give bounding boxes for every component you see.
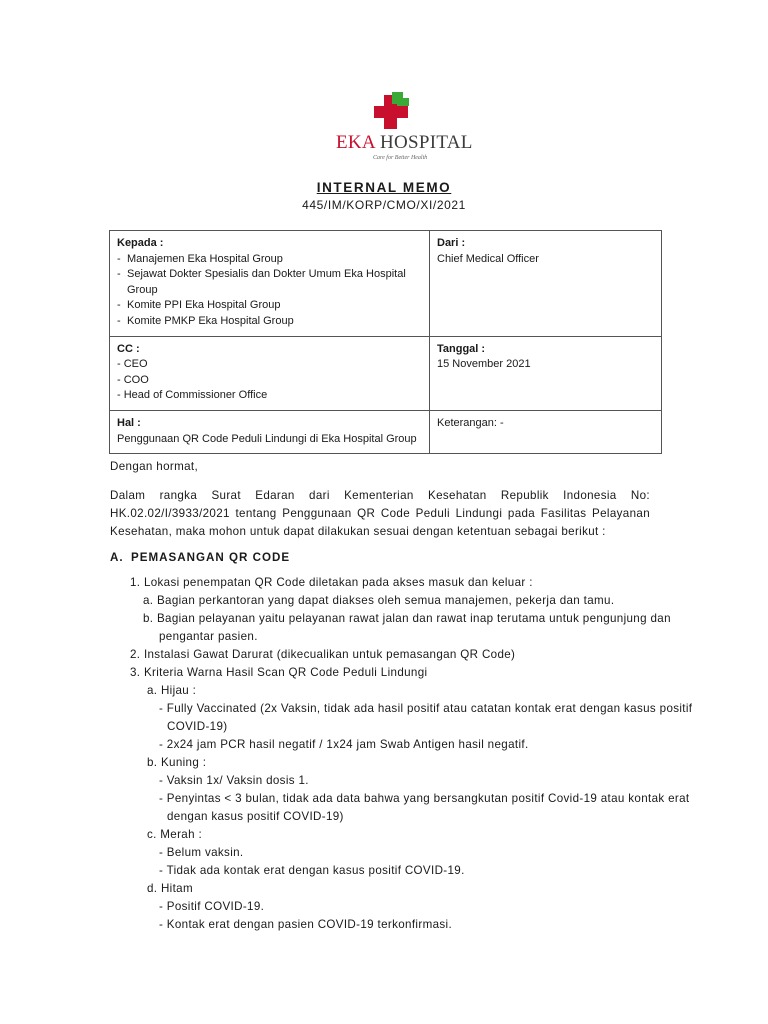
logo-tagline: Care for Better Health: [373, 155, 428, 161]
list-item: a. Bagian perkantoran yang dapat diakses oleh semua manajemen, pekerja dan tamu.: [143, 594, 615, 607]
memo-header-table: [109, 230, 662, 454]
eka-hospital-logo: [336, 92, 473, 172]
memo-number: 445/IM/KORP/CMO/XI/2021: [302, 198, 466, 212]
list-item: b. Kuning :: [147, 756, 207, 769]
cc-item: - CEO: [117, 358, 148, 371]
list-item: - Penyintas < 3 bulan, tidak ada data bahwa yang bersangkutan positif Covid-19 atau kontak erat: [159, 792, 690, 805]
list-item: - Belum vaksin.: [159, 846, 244, 859]
keterangan-cell: [430, 410, 662, 453]
list-item: - Positif COVID-19.: [159, 900, 265, 913]
hal-value: Penggunaan QR Code Peduli Lindungi di Eka Hospital Group: [117, 432, 417, 445]
list-item: 1. Lokasi penempatan QR Code diletakan pada akses masuk dan keluar :: [130, 576, 533, 589]
hal-cell: [110, 410, 430, 453]
list-item-continuation: COVID-19): [167, 720, 228, 733]
section-a-heading: [110, 549, 650, 567]
list-item-continuation: dengan kasus positif COVID-19): [167, 810, 344, 823]
tanggal-value: 15 November 2021: [437, 358, 531, 371]
medical-cross-icon: [372, 92, 412, 132]
kepada-item: - Komite PMKP Eka Hospital Group: [117, 314, 422, 330]
section-letter: A.: [110, 551, 124, 564]
kepada-list: [117, 252, 422, 330]
dari-cell: [430, 231, 662, 337]
tanggal-cell: [430, 336, 662, 410]
kepada-cell: [110, 231, 430, 337]
logo-wordmark: EKA HOSPITAL: [336, 132, 473, 153]
cc-item: - Head of Commissioner Office: [117, 389, 268, 402]
kepada-item: - Manajemen Eka Hospital Group: [117, 252, 422, 268]
list-item: - 2x24 jam PCR hasil negatif / 1x24 jam Swab Antigen hasil negatif.: [159, 738, 529, 751]
list-item: 3. Kriteria Warna Hasil Scan QR Code Peduli Lindungi: [130, 666, 428, 679]
cc-cell: [110, 336, 430, 410]
list-item: - Tidak ada kontak erat dengan kasus positif COVID-19.: [159, 864, 465, 877]
list-item: b. Bagian pelayanan yaitu pelayanan rawat jalan dan rawat inap terutama untuk pengunjung dan: [143, 612, 671, 625]
list-item: - Vaksin 1x/ Vaksin dosis 1.: [159, 774, 309, 787]
memo-title: INTERNAL MEMO: [316, 180, 452, 195]
dari-value: Chief Medical Officer: [437, 252, 539, 265]
greeting: Dengan hormat,: [110, 460, 199, 473]
list-item: - Fully Vaccinated (2x Vaksin, tidak ada hasil positif atau catatan kontak erat dengan kasus positif: [159, 702, 693, 715]
list-item: d. Hitam: [147, 882, 193, 895]
tanggal-label: Tanggal :: [437, 342, 486, 355]
cc-item: - COO: [117, 373, 149, 386]
kepada-label: Kepada :: [117, 237, 164, 249]
dari-label: Dari :: [437, 237, 466, 249]
list-item-continuation: pengantar pasien.: [159, 630, 258, 643]
hal-label: Hal :: [117, 416, 141, 429]
list-item: c. Merah :: [147, 828, 203, 841]
keterangan-value: Keterangan: -: [437, 416, 504, 429]
list-item: 2. Instalasi Gawat Darurat (dikecualikan untuk pemasangan QR Code): [130, 648, 516, 661]
list-item: a. Hijau :: [147, 684, 197, 697]
kepada-item: - Komite PPI Eka Hospital Group: [117, 298, 422, 314]
kepada-item: - Sejawat Dokter Spesialis dan Dokter Umum Eka Hospital Group: [117, 267, 422, 298]
cc-label: CC :: [117, 342, 140, 355]
section-title: PEMASANGAN QR CODE: [131, 551, 291, 564]
section-a-content: [110, 574, 693, 934]
list-item: - Kontak erat dengan pasien COVID-19 terkonfirmasi.: [159, 918, 453, 931]
intro-paragraph: Dalam rangka Surat Edaran dari Kementerian Kesehatan Republik Indonesia No: HK.02.02/I/3933/2021 tentang Penggunaan QR Code Peduli Lindungi pada Fasilitas Pelayanan Kesehatan, maka mohon untuk dapat dilakukan sesuai dengan ketentuan sebagai berikut :: [110, 489, 650, 538]
